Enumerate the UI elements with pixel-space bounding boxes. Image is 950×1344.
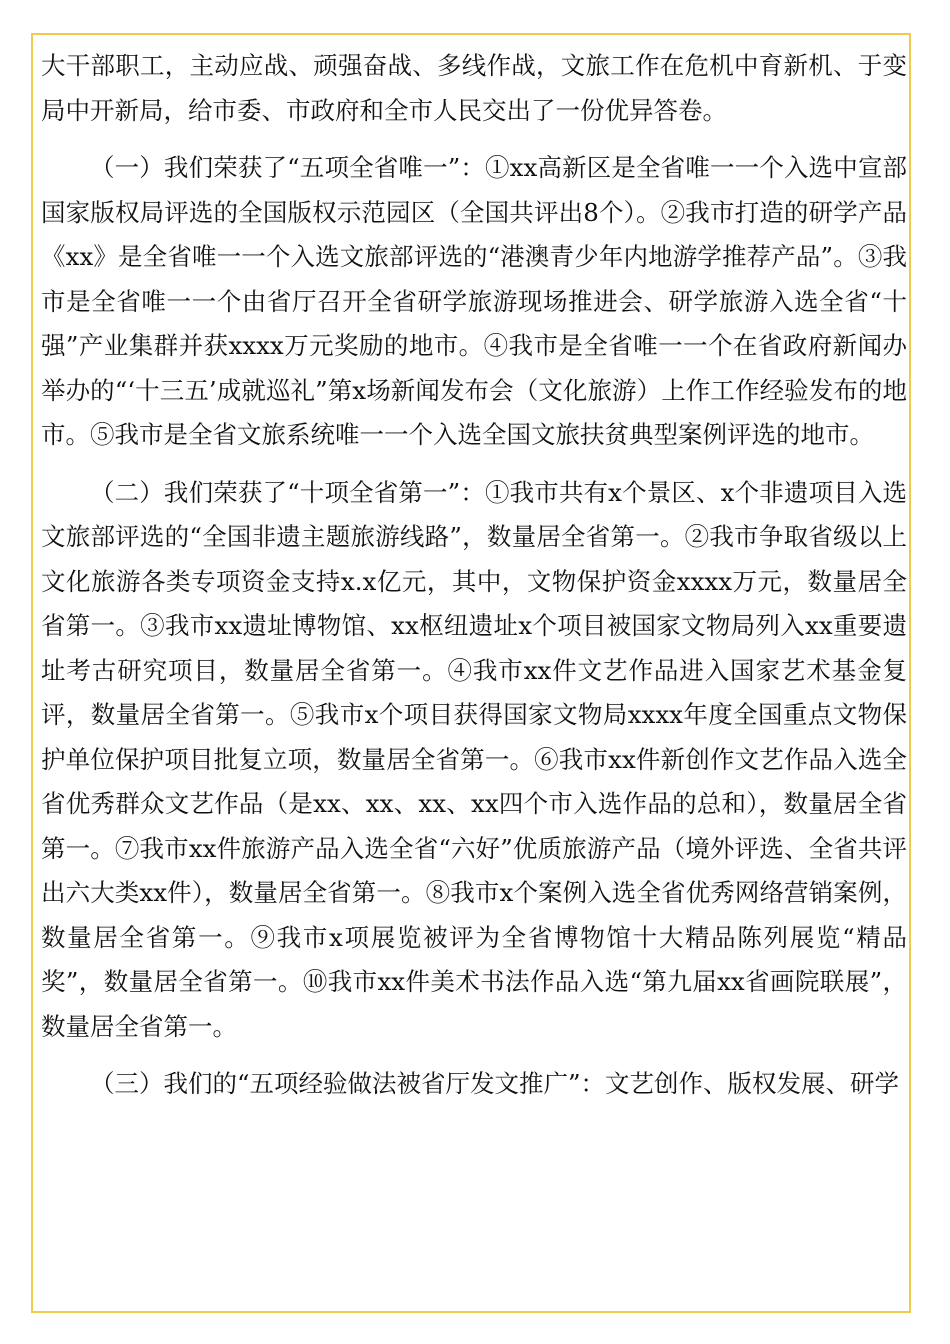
paragraph-intro-continuation: 大干部职工，主动应战、顽强奋战、多线作战，文旅工作在危机中育新机、于变局中开新局，给市委、市政府和全市人民交出了一份优异答卷。 [41,51,907,125]
paragraph-five-provincial-firsts-unique: （一）我们荣获了“五项全省唯一”：①xx高新区是全省唯一一个入选中宣部国家版权局评选的全国版权示范园区（全国共评出8个）。②我市打造的研学产品《xx》是全省唯一一个入选文旅部评选的“港澳青少年内地游学推荐产品”。③我市是全省唯一一个由省厅召开全省研学旅游现场推进会、研学旅游入选全省“十强”产业集群并获xxxx万元奖励的地市。④我市是全省唯一一个在省政府新闻办举办的“‘十三五’成就巡礼”第x场新闻发布会（文化旅游）上作工作经验发布的地市。⑤我市是全省文旅系统唯一一个入选全国文旅扶贫典型案例评选的地市。 [41,153,907,449]
document-body [41,44,907,1107]
paragraph-ten-provincial-firsts: （二）我们荣获了“十项全省第一”：①我市共有x个景区、x个非遗项目入选文旅部评选的“全国非遗主题旅游线路”，数量居全省第一。②我市争取省级以上文化旅游各类专项资金支持x.x亿元，其中，文物保护资金xxxx万元，数量居全省第一。③我市xx遗址博物馆、xx枢纽遗址x个项目被国家文物局列入xx重要遗址考古研究项目，数量居全省第一。④我市xx件文艺作品进入国家艺术基金复评，数量居全省第一。⑤我市x个项目获得国家文物局xxxx年度全国重点文物保护单位保护项目批复立项，数量居全省第一。⑥我市xx件新创作文艺作品入选全省优秀群众文艺作品（是xx、xx、xx、xx四个市入选作品的总和），数量居全省第一。⑦我市xx件旅游产品入选全省“六好”优质旅游产品（境外评选、全省共评出六大类xx件），数量居全省第一。⑧我市x个案例入选全省优秀网络营销案例，数量居全省第一。⑨我市x项展览被评为全省博物馆十大精品陈列展览“精品奖”，数量居全省第一。⑩我市xx件美术书法作品入选“第九届xx省画院联展”，数量居全省第一。 [41,477,907,1041]
paragraph-five-experiences-promoted: （三）我们的“五项经验做法被省厅发文推广”：文艺创作、版权发展、研学 [90,1069,900,1098]
